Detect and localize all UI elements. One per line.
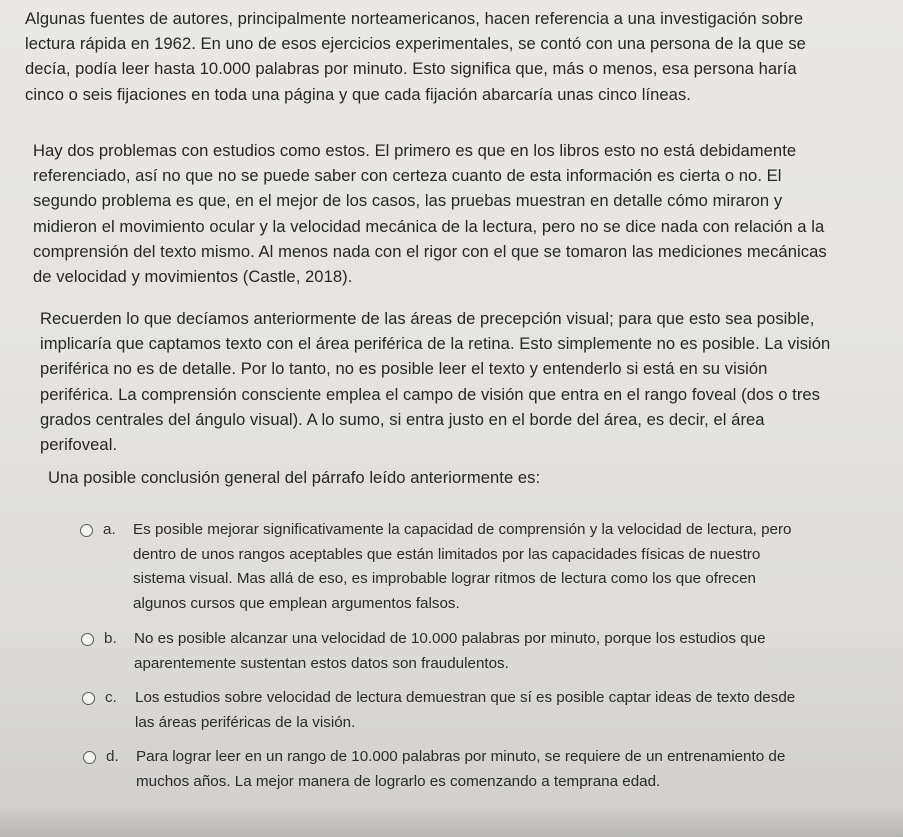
option-letter: c. (105, 689, 117, 706)
option-letter: a. (103, 521, 116, 538)
radio-button-a[interactable] (80, 524, 93, 537)
radio-button-c[interactable] (82, 692, 95, 705)
radio-button-d[interactable] (83, 751, 96, 764)
option-text: Los estudios sobre velocidad de lectura demuestran que sí es posible captar ideas de texto desde las áreas periféricas de la visión. (135, 689, 796, 731)
answer-option-b[interactable] (81, 627, 871, 676)
option-text: No es posible alcanzar una velocidad de 10.000 palabras por minuto, porque los estudios que aparentemente sustentan estos datos son fraudulentos. (134, 630, 766, 672)
option-letter: b. (104, 630, 117, 647)
option-text: Es posible mejorar significativamente la capacidad de comprensión y la velocidad de lectura, pero dentro de unos rangos aceptables que están limitados por las capacidades físicas de nuestro sistema visual. Mas allá de eso, es improbable lograr ritmos de lectura como los que ofrecen algunos cursos que emplean argumentos falsos. (133, 521, 792, 612)
question-prompt: Una posible conclusión general del párrafo leído anteriormente es: (48, 468, 541, 487)
passage-paragraph-2: Hay dos problemas con estudios como estos. El primero es que en los libros esto no está debidamente referenciado, así no que no se puede saber con certeza cuanto de esta información es cierta o no. El segundo problema es que, en el mejor de los casos, las pruebas muestran en detalle cómo miraron y midieron el movimiento ocular y la velocidad mecánica de la lectura, pero no se dice nada con relación a la comprensión del texto mismo. Al menos nada con el rigor con el que se tomaron las mediciones mecánicas de velocidad y movimientos (Castle, 2018). (33, 141, 827, 287)
option-letter: d. (106, 748, 119, 765)
answer-option-d[interactable] (83, 745, 873, 794)
answer-option-c[interactable] (82, 686, 872, 735)
passage-paragraph-3: Recuerden lo que decíamos anteriormente de las áreas de precepción visual; para que esto sea posible, implicaría que captamos texto con el área periférica de la retina. Esto simplemente no es posible. La visión periférica no es de detalle. Por lo tanto, no es posible leer el texto y entenderlo si está en su visión periférica. La comprensión consciente emplea el campo de visión que entra en el rango foveal (dos o tres grados centrales del ángulo visual). A lo sumo, si entra justo en el borde del área, es decir, el área perifoveal. (40, 309, 831, 455)
radio-button-b[interactable] (81, 633, 94, 646)
passage-paragraph-1: Algunas fuentes de autores, principalmente norteamericanos, hacen referencia a una investigación sobre lectura rápida en 1962. En uno de esos ejercicios experimentales, se contó con una persona de la que se decía, podía leer hasta 10.000 palabras por minuto. Esto significa que, más o menos, esa persona haría cinco o seis fijaciones en toda una página y que cada fijación abarcaría unas cinco líneas. (25, 9, 806, 104)
screen-edge-shadow (0, 807, 903, 837)
answer-option-a[interactable] (80, 518, 870, 616)
option-text: Para lograr leer en un rango de 10.000 palabras por minuto, se requiere de un entrenamiento de muchos años. La mejor manera de lograrlo es comenzando a temprana edad. (136, 748, 786, 790)
